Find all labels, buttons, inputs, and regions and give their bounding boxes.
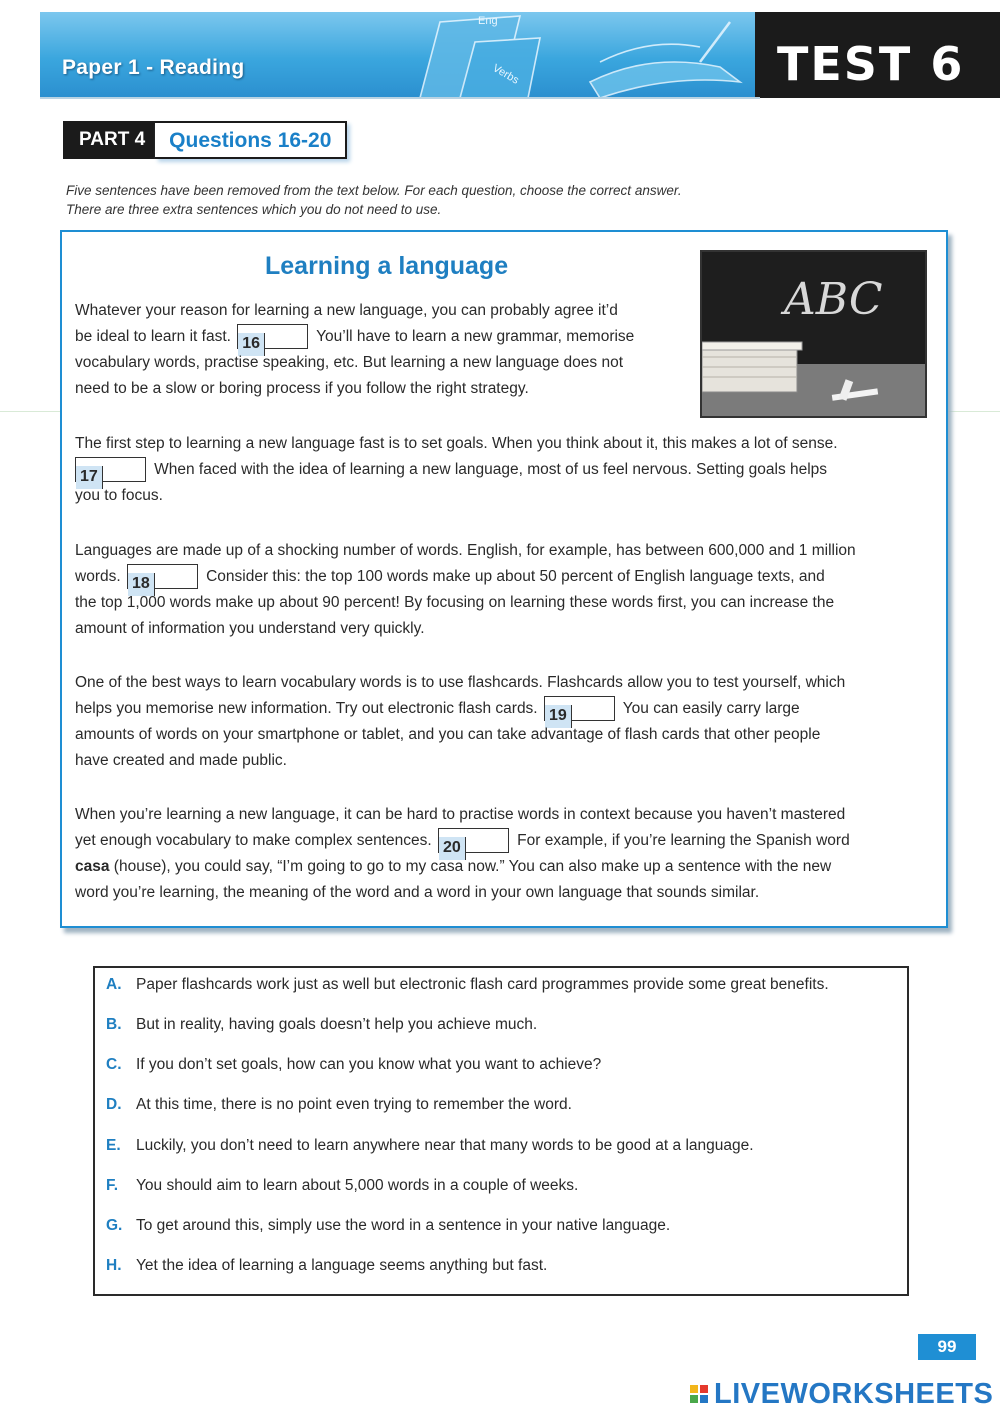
deco-word-verbs: Verbs bbox=[490, 62, 521, 87]
option-letter: A. bbox=[106, 976, 122, 993]
gap-number: 19 bbox=[545, 705, 572, 728]
answer-gap-18[interactable] bbox=[127, 564, 198, 593]
chalkboard-image bbox=[702, 252, 927, 418]
page-number: 99 bbox=[918, 1334, 976, 1360]
text-line: word you’re learning, the meaning of the word and a word in your own language that sounds similar. bbox=[75, 884, 760, 901]
article-title: Learning a language bbox=[265, 252, 509, 280]
option-letter: C. bbox=[106, 1056, 122, 1073]
option-c[interactable] bbox=[106, 1056, 601, 1074]
gap-number: 20 bbox=[439, 837, 466, 860]
text-segment: (house), you could say, “I’m going to go to my casa now.” You can also make up a sentence with the new bbox=[113, 858, 832, 875]
option-f[interactable] bbox=[106, 1177, 578, 1195]
part-label: PART 4 bbox=[63, 121, 155, 159]
instruction-line: There are three extra sentences which you do not need to use. bbox=[66, 202, 442, 217]
text-line: the top 1,000 words make up about 90 percent! By focusing on learning these words first, you can increase the bbox=[75, 594, 835, 611]
text-segment: When faced with the idea of learning a new language, most of us feel nervous. Setting goals helps bbox=[154, 461, 828, 478]
text-segment: yet enough vocabulary to make complex sentences. bbox=[75, 832, 432, 849]
gap-input[interactable] bbox=[155, 565, 197, 588]
text-segment: helps you memorise new information. Try out electronic flash cards. bbox=[75, 700, 538, 717]
option-d[interactable] bbox=[106, 1096, 572, 1114]
text-line: need to be a slow or boring process if you follow the right strategy. bbox=[75, 380, 529, 397]
text-line: One of the best ways to learn vocabulary words is to use flashcards. Flashcards allow you to test yourself, which bbox=[75, 674, 846, 691]
answer-gap-16[interactable] bbox=[237, 324, 308, 353]
section-title: Paper 1 - Reading bbox=[62, 56, 245, 79]
text-line bbox=[75, 564, 856, 593]
option-text: To get around this, simply use the word in a sentence in your native language. bbox=[136, 1217, 671, 1234]
option-text: Luckily, you don’t need to learn anywhere near that many words to be good at a language. bbox=[136, 1137, 754, 1154]
instructions bbox=[66, 181, 786, 219]
chalkboard-photo bbox=[700, 250, 927, 418]
gap-number: 17 bbox=[76, 466, 103, 489]
option-h[interactable] bbox=[106, 1257, 547, 1275]
text-line: vocabulary words, practise speaking, etc. But learning a new language does not bbox=[75, 354, 624, 371]
text-segment: For example, if you’re learning the Spanish word bbox=[517, 832, 850, 849]
option-text: If you don’t set goals, how can you know what you want to achieve? bbox=[136, 1056, 602, 1073]
option-letter: D. bbox=[106, 1096, 122, 1113]
text-line bbox=[75, 457, 838, 486]
option-g[interactable] bbox=[106, 1217, 670, 1235]
brand-name: LIVEWORKSHEETS bbox=[714, 1377, 994, 1410]
keyword-casa: casa bbox=[75, 858, 110, 875]
deco-word-eng: Eng bbox=[478, 15, 498, 27]
answer-gap-17[interactable] bbox=[75, 457, 146, 486]
text-line: have created and made public. bbox=[75, 752, 287, 769]
text-segment: You’ll have to learn a new grammar, memorise bbox=[316, 328, 635, 345]
paragraph-5 bbox=[75, 802, 850, 906]
text-line bbox=[75, 324, 635, 353]
option-letter: B. bbox=[106, 1016, 122, 1033]
text-line bbox=[75, 854, 850, 880]
text-segment: words. bbox=[75, 568, 121, 585]
option-letter: G. bbox=[106, 1217, 123, 1234]
text-segment: You can easily carry large bbox=[622, 700, 800, 717]
option-letter: F. bbox=[106, 1177, 119, 1194]
option-text: At this time, there is no point even trying to remember the word. bbox=[136, 1096, 572, 1113]
gap-input[interactable] bbox=[265, 325, 307, 348]
option-text: Yet the idea of learning a language seems anything but fast. bbox=[136, 1257, 548, 1274]
instruction-line: Five sentences have been removed from the text below. For each question, choose the correct answer. bbox=[66, 183, 682, 198]
text-segment: Consider this: the top 100 words make up about 50 percent of English language texts, and bbox=[206, 568, 825, 585]
books-illustration bbox=[400, 12, 760, 98]
text-line bbox=[75, 828, 850, 857]
option-text: But in reality, having goals doesn’t help you achieve much. bbox=[136, 1016, 538, 1033]
option-text: You should aim to learn about 5,000 words in a couple of weeks. bbox=[136, 1177, 579, 1194]
answer-gap-20[interactable] bbox=[438, 828, 509, 857]
answer-gap-19[interactable] bbox=[544, 696, 615, 725]
gap-input[interactable] bbox=[103, 458, 145, 481]
text-line: When you’re learning a new language, it can be hard to practise words in context because you haven’t mastered bbox=[75, 806, 846, 823]
paragraph-4 bbox=[75, 670, 845, 774]
part-heading bbox=[63, 121, 347, 159]
brand-logo-icon bbox=[690, 1385, 708, 1403]
paragraph-3 bbox=[75, 538, 856, 642]
chalk-text: ABC bbox=[784, 274, 883, 325]
text-line: amount of information you understand very quickly. bbox=[75, 620, 425, 637]
option-letter: E. bbox=[106, 1137, 121, 1154]
text-segment: be ideal to learn it fast. bbox=[75, 328, 231, 345]
option-text: Paper flashcards work just as well but electronic flash card programmes provide some great benefits. bbox=[136, 976, 829, 993]
option-e[interactable] bbox=[106, 1137, 754, 1155]
page-header bbox=[40, 12, 1000, 98]
gap-input[interactable] bbox=[466, 829, 508, 852]
text-line: Whatever your reason for learning a new language, you can probably agree it’d bbox=[75, 302, 618, 319]
text-line bbox=[75, 696, 845, 725]
gap-input[interactable] bbox=[572, 697, 614, 720]
option-b[interactable] bbox=[106, 1016, 537, 1034]
text-line: you to focus. bbox=[75, 487, 163, 504]
text-line: amounts of words on your smartphone or tablet, and you can take advantage of flash cards that other people bbox=[75, 726, 821, 743]
paragraph-2 bbox=[75, 431, 838, 509]
text-line: Languages are made up of a shocking number of words. English, for example, has between 600,000 and 1 million bbox=[75, 542, 856, 559]
liveworksheets-brand[interactable] bbox=[690, 1376, 993, 1412]
gap-number: 16 bbox=[238, 333, 265, 356]
option-a[interactable] bbox=[106, 976, 829, 994]
option-letter: H. bbox=[106, 1257, 122, 1274]
gap-number: 18 bbox=[128, 573, 155, 596]
test-label: TEST 6 bbox=[777, 37, 965, 91]
header-divider bbox=[40, 97, 760, 99]
text-line: The first step to learning a new language fast is to set goals. When you think about it, this makes a lot of sense. bbox=[75, 435, 838, 452]
questions-range: Questions 16-20 bbox=[155, 121, 347, 159]
paragraph-1 bbox=[75, 298, 634, 402]
